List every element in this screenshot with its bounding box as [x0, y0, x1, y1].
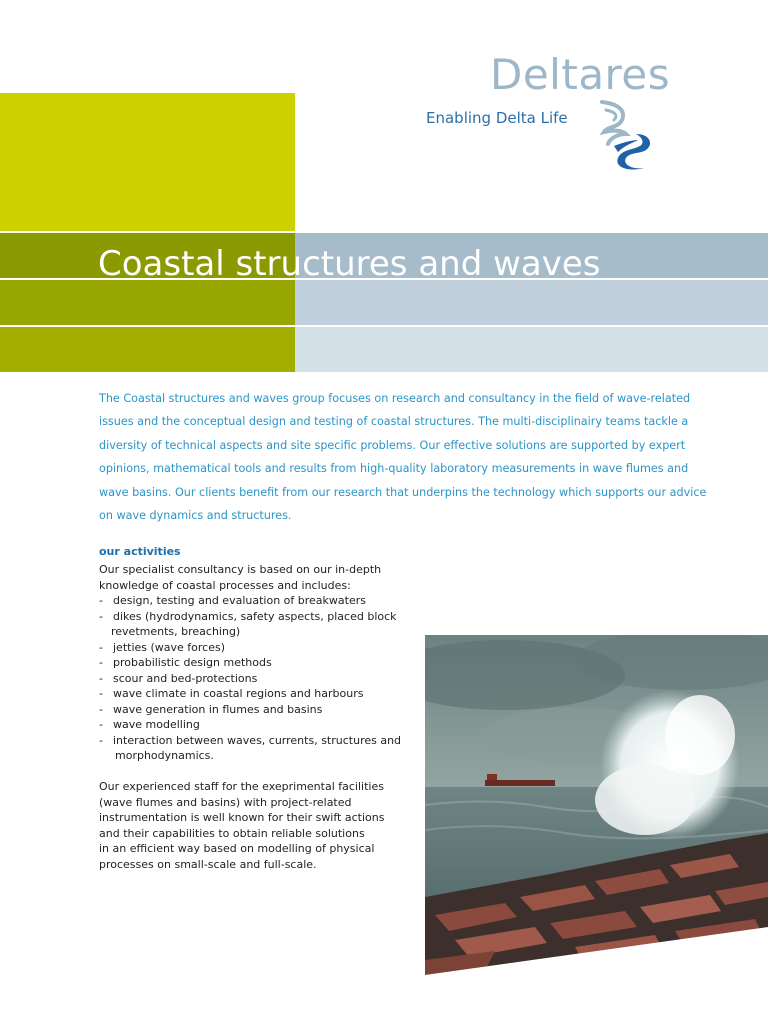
list-item-continuation: morphodynamics. — [115, 749, 214, 762]
intro-line: wave basins. Our clients benefit from our research that underpins the technology which supports our advice — [99, 485, 707, 499]
activities-intro-line: knowledge of coastal processes and includes: — [99, 578, 351, 592]
intro-line: issues and the conceptual design and testing of coastal structures. The multi-disciplinairy teams tackle a — [99, 415, 689, 429]
staff-line: in an efficient way based on modelling of physical — [99, 842, 375, 855]
activities-body — [99, 562, 419, 872]
activities-intro-line: Our specialist consultancy is based on our in-depth — [99, 563, 382, 576]
blue-stripe-2 — [295, 280, 768, 325]
list-item: - wave climate in coastal regions and harbours — [99, 687, 364, 700]
list-item: - jetties (wave forces) — [99, 640, 226, 654]
intro-paragraph — [99, 387, 739, 527]
green-stripe-2 — [0, 280, 295, 325]
staff-line: instrumentation is well known for their swift actions — [99, 811, 385, 824]
list-item: - interaction between waves, currents, structures and — [99, 733, 402, 747]
list-item: - scour and bed-protections — [99, 671, 258, 685]
list-item-continuation: revetments, breaching) — [111, 625, 241, 638]
staff-line: Our experienced staff for the exeprimental facilities — [99, 780, 384, 793]
deltares-wave-logo-icon — [596, 100, 656, 172]
list-item: - probabilistic design methods — [99, 656, 272, 669]
green-stripe-3 — [0, 327, 295, 372]
intro-line: The Coastal structures and waves group focuses on research and consultancy in the field of wave-related — [99, 392, 691, 405]
list-item: - dikes (hydrodynamics, safety aspects, placed block — [99, 609, 397, 623]
brand-tagline: Enabling Delta Life — [426, 109, 568, 127]
staff-line: processes on small-scale and full-scale. — [99, 857, 317, 871]
page-title: Coastal structures and waves — [98, 244, 601, 284]
blue-stripe-3 — [295, 327, 768, 372]
activities-heading: our activities — [99, 545, 181, 558]
green-banner-block — [0, 93, 295, 231]
paragraph-gap — [99, 764, 419, 780]
brand-logo-wordmark: Deltares — [490, 50, 671, 99]
list-item: - wave modelling — [99, 718, 200, 731]
list-item: - wave generation in flumes and basins — [99, 702, 323, 716]
intro-line: on wave dynamics and structures. — [99, 509, 292, 523]
wave-breaking-on-breakwater-photo — [425, 635, 768, 975]
staff-line: and their capabilities to obtain reliable solutions — [99, 826, 365, 840]
intro-line: diversity of technical aspects and site specific problems. Our effective solutions are supported by expert — [99, 438, 686, 452]
staff-line: (wave flumes and basins) with project-related — [99, 795, 352, 809]
list-item: - design, testing and evaluation of breakwaters — [99, 594, 366, 607]
intro-line: opinions, mathematical tools and results from high-quality laboratory measurements in wave flumes and — [99, 462, 689, 476]
